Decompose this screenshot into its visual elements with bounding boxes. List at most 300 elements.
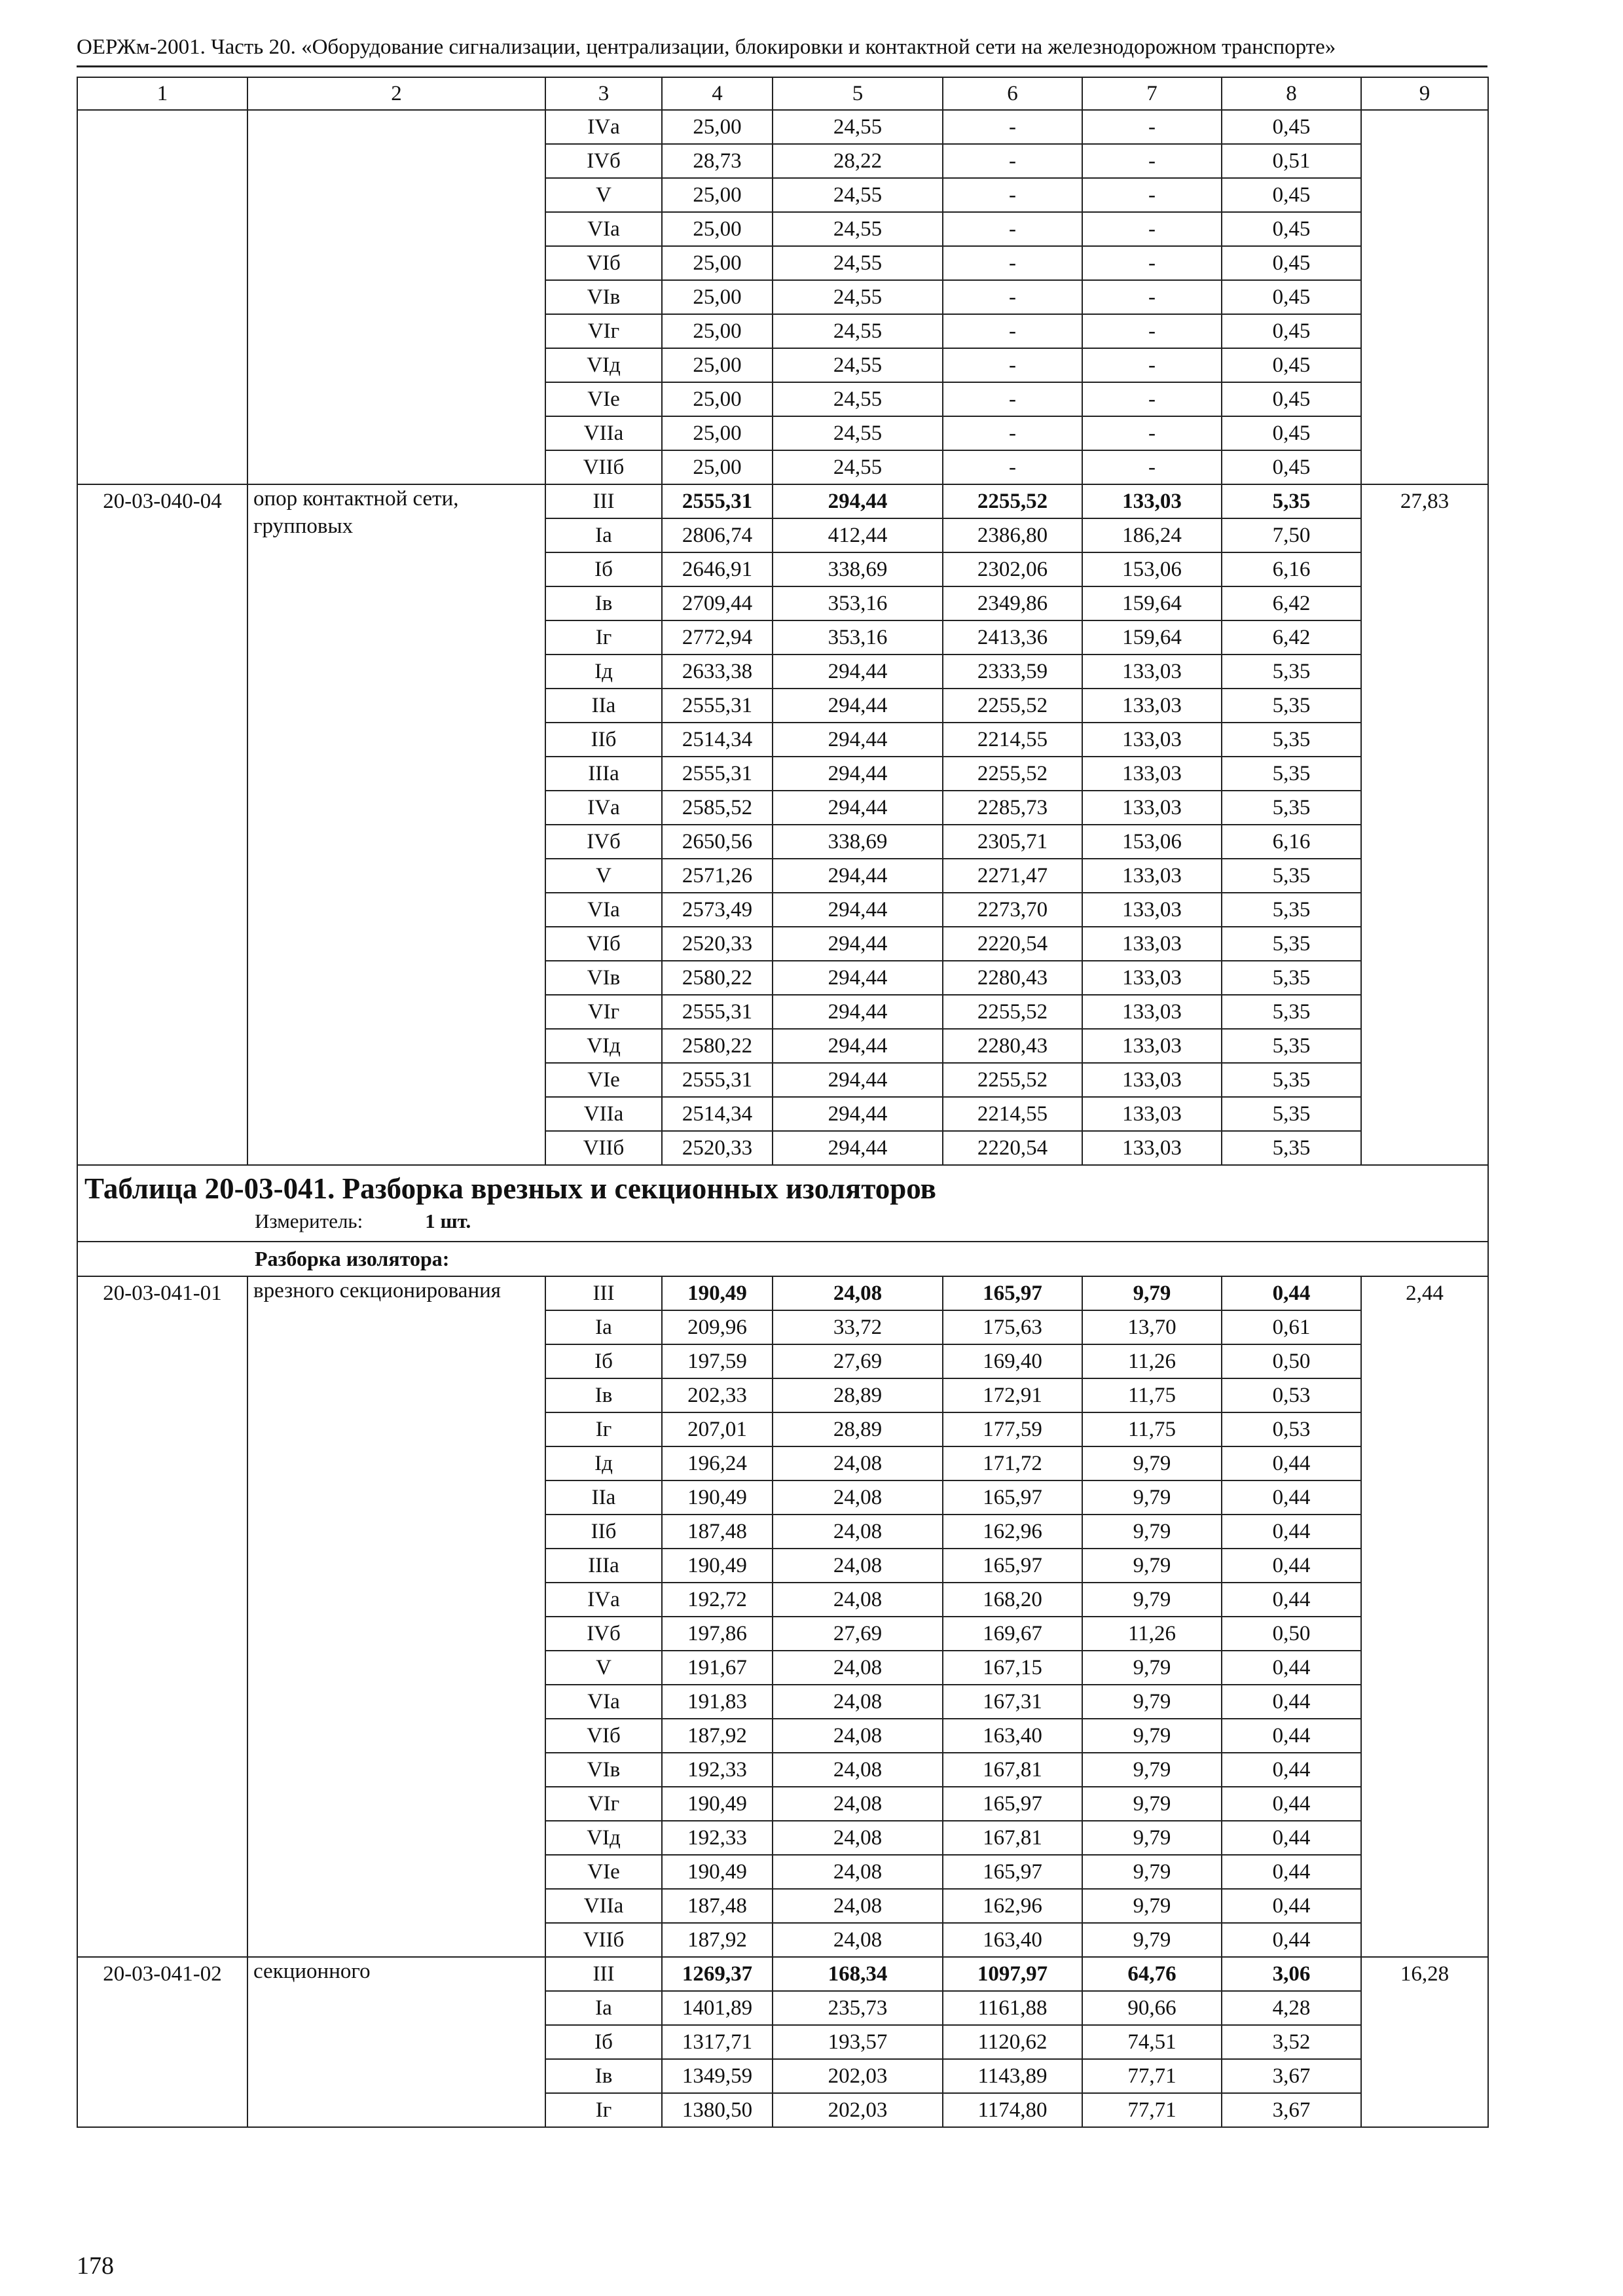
cost-cell: 133,03 [1082, 1029, 1222, 1063]
cost-cell: 9,79 [1082, 1446, 1222, 1480]
cost-cell: 1380,50 [662, 2093, 773, 2127]
cost-cell: 2650,56 [662, 825, 773, 859]
territorial-zone: Iг [545, 620, 662, 655]
measurement-unit: 1 шт. [425, 1210, 471, 1232]
cost-cell: 159,64 [1082, 586, 1222, 620]
cost-cell: 0,44 [1222, 1276, 1361, 1310]
territorial-zone: VIIа [545, 1097, 662, 1131]
cost-cell: 24,55 [773, 178, 943, 212]
cost-cell: 2305,71 [943, 825, 1082, 859]
cost-cell: 175,63 [943, 1310, 1082, 1344]
cost-cell: - [1082, 416, 1222, 450]
cost-cell: 3,67 [1222, 2059, 1361, 2093]
cost-cell: 24,55 [773, 348, 943, 382]
cost-cell: - [1082, 280, 1222, 314]
territorial-zone: VIе [545, 382, 662, 416]
cost-cell: 2555,31 [662, 689, 773, 723]
cost-cell: 2573,49 [662, 893, 773, 927]
cost-cell: 3,52 [1222, 2025, 1361, 2059]
cost-cell: 24,08 [773, 1923, 943, 1957]
cost-cell: 133,03 [1082, 859, 1222, 893]
cost-cell: 5,35 [1222, 1097, 1361, 1131]
cost-cell: 2646,91 [662, 552, 773, 586]
cost-cell: 25,00 [662, 382, 773, 416]
territorial-zone: V [545, 178, 662, 212]
cost-cell: 162,96 [943, 1889, 1082, 1923]
cost-cell: - [943, 450, 1082, 484]
cost-cell: 24,08 [773, 1753, 943, 1787]
cost-cell: 294,44 [773, 723, 943, 757]
price-table [77, 77, 1489, 2128]
cost-cell: 24,55 [773, 212, 943, 246]
territorial-zone: Iд [545, 655, 662, 689]
cost-cell: 0,45 [1222, 110, 1361, 144]
cost-cell: 187,48 [662, 1515, 773, 1549]
territorial-zone: III [545, 484, 662, 518]
cost-cell: 0,51 [1222, 144, 1361, 178]
cost-cell: 0,44 [1222, 1787, 1361, 1821]
cost-cell: 3,06 [1222, 1957, 1361, 1991]
column-number: 7 [1082, 77, 1222, 110]
cost-cell: 25,00 [662, 280, 773, 314]
cost-cell: 2220,54 [943, 1131, 1082, 1165]
cost-cell: 9,79 [1082, 1480, 1222, 1515]
cost-cell: 2285,73 [943, 791, 1082, 825]
cost-cell: 11,75 [1082, 1378, 1222, 1412]
cost-cell: 5,35 [1222, 723, 1361, 757]
territorial-zone: IIб [545, 1515, 662, 1549]
territorial-zone: VIIб [545, 1923, 662, 1957]
cost-cell: - [943, 144, 1082, 178]
cost-cell: 2255,52 [943, 689, 1082, 723]
cost-cell: 24,08 [773, 1719, 943, 1753]
section-title-row [77, 1165, 1488, 1242]
page-number: 178 [77, 2252, 114, 2280]
cost-cell: 24,08 [773, 1855, 943, 1889]
cost-cell: 133,03 [1082, 791, 1222, 825]
cost-cell: 9,79 [1082, 1923, 1222, 1957]
cost-cell: 133,03 [1082, 1097, 1222, 1131]
cost-cell: - [943, 348, 1082, 382]
cost-cell: 7,50 [1222, 518, 1361, 552]
cost-cell: 24,55 [773, 246, 943, 280]
cost-cell: 0,44 [1222, 1719, 1361, 1753]
cost-cell: 1349,59 [662, 2059, 773, 2093]
cost-cell: 5,35 [1222, 995, 1361, 1029]
cost-cell: - [943, 110, 1082, 144]
cost-cell: 2220,54 [943, 927, 1082, 961]
cost-cell: 25,00 [662, 450, 773, 484]
cost-cell: - [943, 280, 1082, 314]
territorial-zone: VIв [545, 280, 662, 314]
cost-cell: 2555,31 [662, 757, 773, 791]
cost-cell: 192,33 [662, 1821, 773, 1855]
cost-cell: - [1082, 348, 1222, 382]
cost-cell: 2514,34 [662, 1097, 773, 1131]
table-row [77, 484, 1488, 518]
cost-cell: 2520,33 [662, 927, 773, 961]
table-row [77, 1957, 1488, 1991]
cost-cell: 2520,33 [662, 1131, 773, 1165]
column-number-row [77, 77, 1488, 110]
cost-cell: 24,08 [773, 1889, 943, 1923]
cost-cell: 165,97 [943, 1276, 1082, 1310]
territorial-zone: VIе [545, 1063, 662, 1097]
cost-cell: 1269,37 [662, 1957, 773, 1991]
territorial-zone: III [545, 1957, 662, 1991]
cost-cell: 353,16 [773, 620, 943, 655]
cost-cell: 5,35 [1222, 484, 1361, 518]
work-name: врезного секционирования [247, 1276, 545, 1957]
cost-cell: 5,35 [1222, 689, 1361, 723]
cost-cell: 0,45 [1222, 450, 1361, 484]
cost-cell: 2585,52 [662, 791, 773, 825]
cost-cell: 2772,94 [662, 620, 773, 655]
cost-cell: 9,79 [1082, 1787, 1222, 1821]
cost-cell: 133,03 [1082, 995, 1222, 1029]
cost-cell: 2214,55 [943, 1097, 1082, 1131]
cost-cell: 0,45 [1222, 246, 1361, 280]
cost-cell: 9,79 [1082, 1583, 1222, 1617]
cost-cell: 192,72 [662, 1583, 773, 1617]
cost-cell: 412,44 [773, 518, 943, 552]
cost-cell: 6,42 [1222, 620, 1361, 655]
cost-cell: 2280,43 [943, 1029, 1082, 1063]
cost-cell: 1174,80 [943, 2093, 1082, 2127]
cost-cell: 1097,97 [943, 1957, 1082, 1991]
cost-cell: - [1082, 382, 1222, 416]
cost-cell: 2214,55 [943, 723, 1082, 757]
cost-cell: 11,26 [1082, 1617, 1222, 1651]
cost-cell: 24,08 [773, 1515, 943, 1549]
cost-cell: 24,08 [773, 1583, 943, 1617]
cost-cell: 177,59 [943, 1412, 1082, 1446]
cost-cell: 2386,80 [943, 518, 1082, 552]
cost-cell: 0,61 [1222, 1310, 1361, 1344]
cost-cell: 24,55 [773, 450, 943, 484]
cost-cell: 2580,22 [662, 1029, 773, 1063]
cost-cell: 133,03 [1082, 1131, 1222, 1165]
measurement-label: Измеритель: [255, 1210, 363, 1232]
cost-cell: 11,75 [1082, 1412, 1222, 1446]
cost-cell: 133,03 [1082, 757, 1222, 791]
cost-cell: - [943, 314, 1082, 348]
cost-cell: 13,70 [1082, 1310, 1222, 1344]
cost-cell: 167,81 [943, 1821, 1082, 1855]
cost-cell: 133,03 [1082, 484, 1222, 518]
cost-cell: 171,72 [943, 1446, 1082, 1480]
cost-cell: 25,00 [662, 178, 773, 212]
cost-cell: 338,69 [773, 552, 943, 586]
cost-cell: 165,97 [943, 1855, 1082, 1889]
cost-cell: 6,16 [1222, 552, 1361, 586]
cost-cell: 27,69 [773, 1617, 943, 1651]
cost-cell: 294,44 [773, 1029, 943, 1063]
territorial-zone: IIIа [545, 757, 662, 791]
cost-cell: 9,79 [1082, 1276, 1222, 1310]
cost-cell: 1161,88 [943, 1991, 1082, 2025]
cost-cell: 24,55 [773, 416, 943, 450]
cost-cell: 294,44 [773, 961, 943, 995]
territorial-zone: VIб [545, 246, 662, 280]
territorial-zone: V [545, 859, 662, 893]
rate-code: 20-03-041-02 [77, 1957, 247, 2127]
cost-cell: 0,44 [1222, 1446, 1361, 1480]
cost-cell: 168,20 [943, 1583, 1082, 1617]
cost-cell: 2271,47 [943, 859, 1082, 893]
cost-cell: 187,92 [662, 1923, 773, 1957]
cost-cell: - [943, 178, 1082, 212]
cost-cell: 294,44 [773, 1097, 943, 1131]
cost-cell: 2255,52 [943, 757, 1082, 791]
cost-cell: 90,66 [1082, 1991, 1222, 2025]
cost-cell: 9,79 [1082, 1685, 1222, 1719]
cost-cell: 133,03 [1082, 689, 1222, 723]
territorial-zone: IVб [545, 825, 662, 859]
subheading-cell [77, 1242, 1488, 1276]
labor-cost: 2,44 [1361, 1276, 1488, 1957]
cost-cell: 133,03 [1082, 655, 1222, 689]
cost-cell: 9,79 [1082, 1719, 1222, 1753]
cost-cell: 2555,31 [662, 484, 773, 518]
cost-cell: 27,69 [773, 1344, 943, 1378]
cost-cell: 196,24 [662, 1446, 773, 1480]
territorial-zone: VIд [545, 348, 662, 382]
cost-cell: - [1082, 314, 1222, 348]
territorial-zone: VIе [545, 1855, 662, 1889]
rate-code: 20-03-040-04 [77, 484, 247, 1165]
rate-code: 20-03-041-01 [77, 1276, 247, 1957]
cost-cell: 5,35 [1222, 1131, 1361, 1165]
cost-cell: 0,45 [1222, 416, 1361, 450]
cost-cell: 2273,70 [943, 893, 1082, 927]
cost-cell: 165,97 [943, 1480, 1082, 1515]
cost-cell: 24,08 [773, 1821, 943, 1855]
rate-code [77, 110, 247, 484]
column-number: 1 [77, 77, 247, 110]
cost-cell: 191,67 [662, 1651, 773, 1685]
cost-cell: 0,45 [1222, 314, 1361, 348]
cost-cell: 9,79 [1082, 1889, 1222, 1923]
cost-cell: 167,15 [943, 1651, 1082, 1685]
territorial-zone: Iв [545, 2059, 662, 2093]
cost-cell: - [1082, 450, 1222, 484]
territorial-zone: Iб [545, 1344, 662, 1378]
cost-cell: 25,00 [662, 110, 773, 144]
cost-cell: 28,89 [773, 1378, 943, 1412]
territorial-zone: V [545, 1651, 662, 1685]
cost-cell: 9,79 [1082, 1855, 1222, 1889]
cost-cell: 0,44 [1222, 1821, 1361, 1855]
work-name: секционного [247, 1957, 545, 2127]
cost-cell: 294,44 [773, 995, 943, 1029]
cost-cell: 24,08 [773, 1685, 943, 1719]
cost-cell: 0,44 [1222, 1889, 1361, 1923]
cost-cell: 0,44 [1222, 1685, 1361, 1719]
cost-cell: 24,08 [773, 1651, 943, 1685]
cost-cell: 168,34 [773, 1957, 943, 1991]
cost-cell: 33,72 [773, 1310, 943, 1344]
cost-cell: 24,08 [773, 1276, 943, 1310]
cost-cell: 11,26 [1082, 1344, 1222, 1378]
cost-cell: 169,40 [943, 1344, 1082, 1378]
work-name [247, 110, 545, 484]
territorial-zone: IIб [545, 723, 662, 757]
cost-cell: 1120,62 [943, 2025, 1082, 2059]
territorial-zone: VIг [545, 314, 662, 348]
cost-cell: 133,03 [1082, 723, 1222, 757]
cost-cell: 162,96 [943, 1515, 1082, 1549]
territorial-zone: Iд [545, 1446, 662, 1480]
cost-cell: 0,50 [1222, 1344, 1361, 1378]
cost-cell: 5,35 [1222, 859, 1361, 893]
cost-cell: 187,48 [662, 1889, 773, 1923]
cost-cell: 0,44 [1222, 1651, 1361, 1685]
cost-cell: 0,53 [1222, 1378, 1361, 1412]
cost-cell: 165,97 [943, 1549, 1082, 1583]
territorial-zone: IIа [545, 1480, 662, 1515]
territorial-zone: IVа [545, 1583, 662, 1617]
territorial-zone: Iв [545, 586, 662, 620]
territorial-zone: IIа [545, 689, 662, 723]
territorial-zone: VIг [545, 1787, 662, 1821]
cost-cell: 5,35 [1222, 1063, 1361, 1097]
cost-cell: 25,00 [662, 314, 773, 348]
cost-cell: 133,03 [1082, 927, 1222, 961]
column-number: 4 [662, 77, 773, 110]
territorial-zone: Iа [545, 1991, 662, 2025]
cost-cell: 0,45 [1222, 212, 1361, 246]
territorial-zone: Iб [545, 2025, 662, 2059]
cost-cell: 190,49 [662, 1276, 773, 1310]
subheading-row [77, 1242, 1488, 1276]
territorial-zone: VIб [545, 1719, 662, 1753]
cost-cell: 24,55 [773, 382, 943, 416]
cost-cell: 294,44 [773, 484, 943, 518]
territorial-zone: Iг [545, 1412, 662, 1446]
cost-cell: 2580,22 [662, 961, 773, 995]
document-header: ОЕРЖм-2001. Часть 20. «Оборудование сигнализации, централизации, блокировки и контактной сети на железнодорожном транспорте» [77, 35, 1336, 59]
cost-cell: 1317,71 [662, 2025, 773, 2059]
territorial-zone: Iг [545, 2093, 662, 2127]
measurement [78, 1207, 1487, 1236]
cost-cell: - [1082, 110, 1222, 144]
cost-cell: 24,55 [773, 314, 943, 348]
territorial-zone: Iв [545, 1378, 662, 1412]
cost-cell: 2806,74 [662, 518, 773, 552]
territorial-zone: IVа [545, 110, 662, 144]
cost-cell: 165,97 [943, 1787, 1082, 1821]
column-number: 5 [773, 77, 943, 110]
territorial-zone: VIа [545, 1685, 662, 1719]
cost-cell: 191,83 [662, 1685, 773, 1719]
cost-cell: 9,79 [1082, 1549, 1222, 1583]
cost-cell: 24,08 [773, 1446, 943, 1480]
cost-cell: 133,03 [1082, 1063, 1222, 1097]
cost-cell: 24,55 [773, 280, 943, 314]
cost-cell: 167,31 [943, 1685, 1082, 1719]
cost-cell: 0,44 [1222, 1583, 1361, 1617]
cost-cell: 2255,52 [943, 1063, 1082, 1097]
table-row [77, 110, 1488, 144]
cost-cell: 0,44 [1222, 1480, 1361, 1515]
territorial-zone: VIа [545, 212, 662, 246]
cost-cell: 190,49 [662, 1787, 773, 1821]
column-number: 6 [943, 77, 1082, 110]
cost-cell: 2255,52 [943, 484, 1082, 518]
cost-cell: 294,44 [773, 791, 943, 825]
cost-cell: 9,79 [1082, 1651, 1222, 1685]
territorial-zone: VIа [545, 893, 662, 927]
cost-cell: 235,73 [773, 1991, 943, 2025]
cost-cell: 2280,43 [943, 961, 1082, 995]
cost-cell: 6,42 [1222, 586, 1361, 620]
header-rule [77, 65, 1487, 67]
work-name: опор контактной сети, групповых [247, 484, 545, 1165]
cost-cell: - [1082, 178, 1222, 212]
cost-cell: 24,08 [773, 1787, 943, 1821]
cost-cell: 6,16 [1222, 825, 1361, 859]
cost-cell: 5,35 [1222, 893, 1361, 927]
cost-cell: 2555,31 [662, 1063, 773, 1097]
cost-cell: - [1082, 246, 1222, 280]
cost-cell: 167,81 [943, 1753, 1082, 1787]
cost-cell: 186,24 [1082, 518, 1222, 552]
cost-cell: 5,35 [1222, 927, 1361, 961]
cost-cell: 2302,06 [943, 552, 1082, 586]
territorial-zone: VIб [545, 927, 662, 961]
cost-cell: 0,45 [1222, 382, 1361, 416]
cost-cell: 153,06 [1082, 552, 1222, 586]
labor-cost [1361, 110, 1488, 484]
cost-cell: 192,33 [662, 1753, 773, 1787]
column-number: 3 [545, 77, 662, 110]
cost-cell: 2555,31 [662, 995, 773, 1029]
cost-cell: 74,51 [1082, 2025, 1222, 2059]
cost-cell: 5,35 [1222, 791, 1361, 825]
cost-cell: 294,44 [773, 927, 943, 961]
cost-cell: 209,96 [662, 1310, 773, 1344]
cost-cell: 133,03 [1082, 961, 1222, 995]
territorial-zone: VIд [545, 1029, 662, 1063]
cost-cell: 159,64 [1082, 620, 1222, 655]
cost-cell: 2514,34 [662, 723, 773, 757]
cost-cell: 338,69 [773, 825, 943, 859]
cost-cell: 197,86 [662, 1617, 773, 1651]
cost-cell: - [1082, 144, 1222, 178]
territorial-zone: IVб [545, 144, 662, 178]
cost-cell: 5,35 [1222, 655, 1361, 689]
cost-cell: 2349,86 [943, 586, 1082, 620]
cost-cell: 294,44 [773, 689, 943, 723]
cost-cell: 153,06 [1082, 825, 1222, 859]
cost-cell: 24,55 [773, 110, 943, 144]
territorial-zone: VIIб [545, 450, 662, 484]
territorial-zone: Iб [545, 552, 662, 586]
cost-cell: 2255,52 [943, 995, 1082, 1029]
cost-cell: - [943, 246, 1082, 280]
cost-cell: 202,03 [773, 2059, 943, 2093]
cost-cell: 294,44 [773, 893, 943, 927]
cost-cell: 133,03 [1082, 893, 1222, 927]
territorial-zone: VIг [545, 995, 662, 1029]
cost-cell: 25,00 [662, 416, 773, 450]
cost-cell: 190,49 [662, 1549, 773, 1583]
section-title-cell [77, 1165, 1488, 1242]
cost-cell: 0,44 [1222, 1923, 1361, 1957]
cost-cell: 0,44 [1222, 1855, 1361, 1889]
cost-cell: 1401,89 [662, 1991, 773, 2025]
